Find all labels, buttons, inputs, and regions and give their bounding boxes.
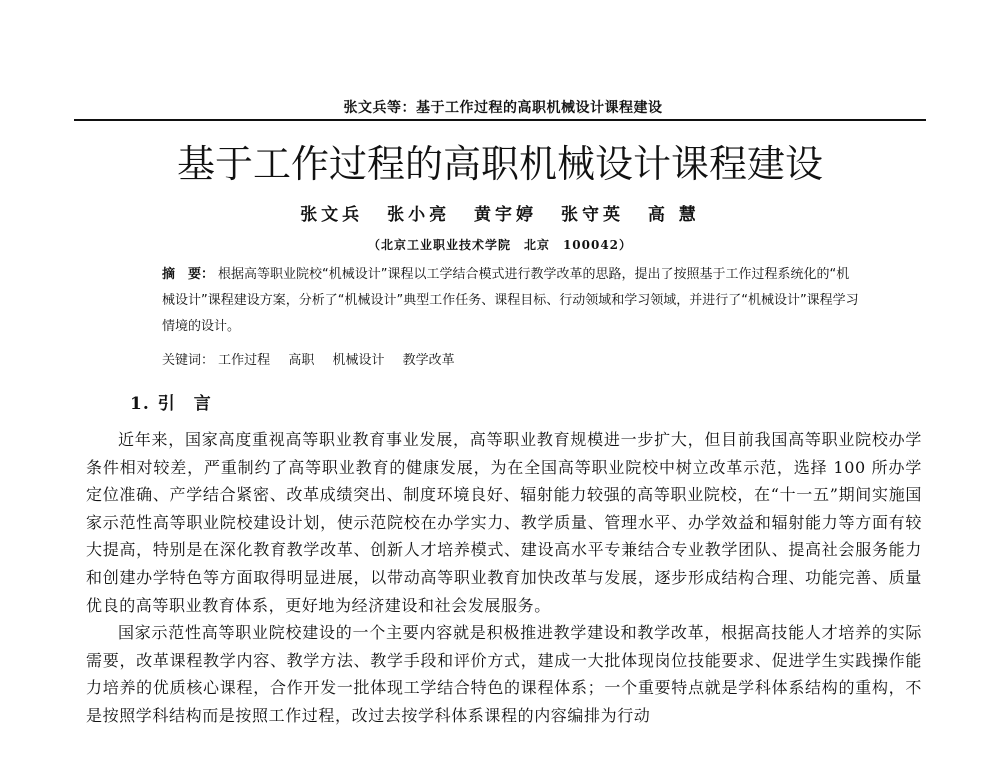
paragraph: 近年来，国家高度重视高等职业教育事业发展，高等职业教育规模进一步扩大，但目前我国高等职业院校办学条件相对较差，严重制约了高等职业教育的健康发展，为在全国高等职业院校中树立改革示范，选择 100 所办学定位准确、产学结合紧密、改革成绩突出、制度环境良好、辐射能力较强的高等职业院校，在“十一五”期间实施国家示范性高等职业院校建设计划，使示范院校在办学实力、教学质量、管理水平、办学效益和辐射能力等方面有较大提高，特别是在深化教育教学改革、创新人才培养模式、建设高水平专兼结合专业教学团队、提高社会服务能力和创建办学特色等方面取得明显进展，以带动高等职业教育加快改革与发展，逐步形成结构合理、功能完善、质量优良的高等职业教育体系，更好地为经济建设和社会发展服务。: [86, 430, 922, 615]
keywords: [162, 348, 862, 374]
body-text: [86, 426, 922, 730]
keywords-label: 关键词：: [162, 353, 215, 368]
keyword: 高职: [288, 353, 315, 368]
keyword: 机械设计: [332, 353, 385, 368]
paper-title: 基于工作过程的高职机械设计课程建设: [176, 142, 823, 186]
section-number: 1.: [130, 394, 150, 414]
abstract: [162, 262, 862, 340]
keyword: 教学改革: [402, 353, 455, 368]
section-heading: [130, 389, 212, 414]
author-list: [0, 203, 1000, 227]
section-title: 引 言: [157, 394, 212, 414]
author: 高 慧: [647, 205, 700, 225]
author: 张小亮: [387, 205, 451, 225]
abstract-label: 摘 要：: [162, 267, 215, 282]
running-header: 张文兵等：基于工作过程的高职机械设计课程建设: [343, 100, 663, 116]
author: 张守英: [560, 205, 624, 225]
paragraph: 国家示范性高等职业院校建设的一个主要内容就是积极推进教学建设和教学改革，根据高技能人才培养的实际需要，改革课程教学内容、教学方法、教学手段和评价方式，建成一大批体现岗位技能要求、促进学生实践操作能力培养的优质核心课程，合作开发一批体现工学结合特色的课程体系；一个重要特点就是学科体系结构的重构，不是按照学科结构而是按照工作过程，改过去按学科体系课程的内容编排为行动: [86, 623, 922, 725]
affiliation: （北京工业职业技术学院 北京 100042）: [367, 238, 633, 252]
author: 黄宇婷: [474, 205, 538, 225]
abstract-text: 根据高等职业院校“机械设计”课程以工学结合模式进行教学改革的思路，提出了按照基于工作过程系统化的“机械设计”课程建设方案，分析了“机械设计”典型工作任务、课程目标、行动领域和学习领域，并进行了“机械设计”课程学习情境的设计。: [162, 267, 859, 334]
header-rule: [74, 119, 926, 121]
keyword: 工作过程: [218, 353, 271, 368]
author: 张文兵: [300, 205, 364, 225]
